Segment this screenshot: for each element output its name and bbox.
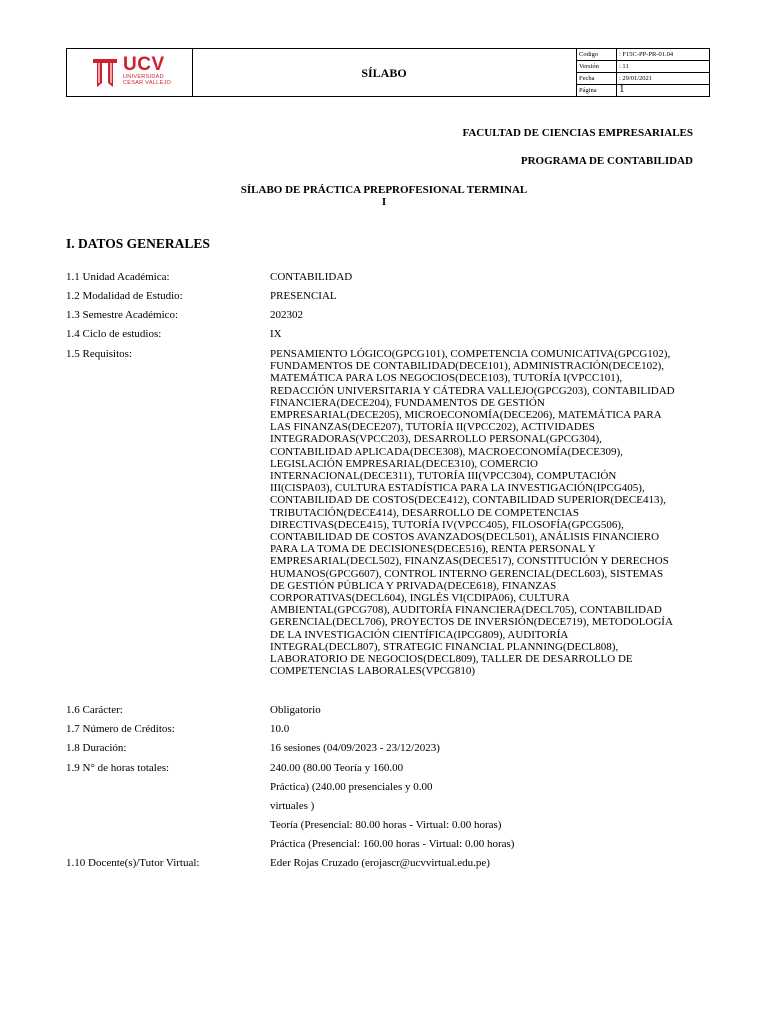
meta-value: : 29/01/2021 xyxy=(619,75,653,82)
requisitos-line: AMBIENTAL(GPCG708), AUDITORÍA FINANCIERA(DECL705), CONTABILIDAD xyxy=(270,604,662,617)
requisitos-line: CONTABILIDAD DE COSTOS AVANZADOS(DECL501), ANÁLISIS FINANCIERO xyxy=(270,531,660,544)
requisitos-line: REDACCIÓN UNIVERSITARIA Y CÁTEDRA VALLEJO(GPCG203), CONTABILIDAD xyxy=(270,384,675,397)
requisitos-line: CONTABILIDAD DE COSTOS(DECE412), CONTABILIDAD SUPERIOR(DECE413), xyxy=(270,494,666,507)
requisitos-line: GERENCIAL(DECL706), PROYECTOS DE INVERSIÓN(DECE719), METODOLOGÍA xyxy=(270,616,673,629)
syllabus-title-level: I xyxy=(381,196,387,208)
field-value: 202302 xyxy=(270,309,303,321)
logo-subtitle-2: CÉSAR VALLEJO xyxy=(123,80,172,86)
requisitos-line: HUMANOS(GPCG607), CONTROL INTERNO GERENCIAL(DECL603), SISTEMAS xyxy=(270,567,664,580)
meta-key: Codigo xyxy=(579,51,599,58)
field-value: IX xyxy=(270,328,282,340)
faculty-heading: FACULTAD DE CIENCIAS EMPRESARIALES xyxy=(462,127,693,139)
field-value: 10.0 xyxy=(270,723,290,735)
requisitos-line: FUNDAMENTOS DE CONTABILIDAD(DECE101), ADMINISTRACIÓN(DECE102), xyxy=(270,360,664,373)
requisitos-line: DE LA INVESTIGACIÓN CIENTÍFICA(IPCG809), AUDITORÍA xyxy=(270,628,569,641)
field-value: PRESENCIAL xyxy=(270,290,337,302)
hours-detail-line: Teoría (Presencial: 80.00 horas - Virtual: 0.00 horas) xyxy=(270,819,502,831)
field-label: 1.9 N° de horas totales: xyxy=(66,762,170,774)
requisitos-line: COMPETENCIAS LABORALES(VPCG810) xyxy=(270,665,476,678)
field-label: 1.7 Número de Créditos: xyxy=(66,723,175,735)
field-label: 1.8 Duración: xyxy=(66,742,127,754)
syllabus-title: SÍLABO DE PRÁCTICA PREPROFESIONAL TERMINAL xyxy=(240,184,528,196)
hours-detail-line: Práctica) (240.00 presenciales y 0.00 xyxy=(270,781,433,793)
requisitos-line: INTEGRADORAS(VPCC203), DESARROLLO PERSONAL(GPCG304), xyxy=(270,433,602,446)
hours-detail-line: virtuales ) xyxy=(270,800,315,812)
field-label: 1.1 Unidad Académica: xyxy=(66,271,170,283)
requisitos-line: FINANCIERA(DECE204), FUNDAMENTOS DE GESTIÓN xyxy=(270,396,545,409)
title-cell xyxy=(192,49,577,96)
logo xyxy=(123,55,171,86)
requisitos-line: TRIBUTACIÓN(DECE414), DESARROLLO DE COMPETENCIAS xyxy=(270,506,579,519)
requisitos-line: EMPRESARIAL(DECE205), MICROECONOMÍA(DECE206), MATEMÁTICA PARA xyxy=(270,409,662,422)
meta-row-page xyxy=(576,85,709,97)
logo-brand: UCV xyxy=(123,54,165,75)
program-heading: PROGRAMA DE CONTABILIDAD xyxy=(520,155,693,167)
ucv-shield-icon xyxy=(91,57,119,89)
meta-value: : 11 xyxy=(619,63,629,70)
requisitos-line: LAS FINANZAS(DECE207), TUTORÍA II(VPCC202), ACTIVIDADES xyxy=(270,421,595,434)
field-value: 16 sesiones (04/09/2023 - 23/12/2023) xyxy=(270,742,440,754)
requisitos-line: LEGISLACIÓN EMPRESARIAL(DECE310), COMERCIO xyxy=(270,457,538,470)
header-table xyxy=(66,48,710,97)
requisitos-line: INTEGRAL(DECL807), STRATEGIC FINANCIAL PLANNING(DECL808), xyxy=(270,640,619,653)
field-value: CONTABILIDAD xyxy=(270,271,353,283)
requisitos-line: PENSAMIENTO LÓGICO(GPCG101), COMPETENCIA COMUNICATIVA(GPCG102), xyxy=(270,348,671,360)
field-value: Eder Rojas Cruzado (erojascr@ucvvirtual.edu.pe) xyxy=(270,857,490,869)
requisitos-line: CORPORATIVAS(DECL604), INGLÉS VI(CDIPA06), CULTURA xyxy=(270,592,570,605)
field-value: Obligatorio xyxy=(270,704,321,716)
field-label: 1.6 Carácter: xyxy=(66,704,123,716)
document-title: SÍLABO xyxy=(361,66,407,80)
requisitos-line: III(CISPA03), CULTURA ESTADÍSTICA PARA LA INVESTIGACIÓN(IPCG405), xyxy=(270,482,645,495)
logo-cell xyxy=(67,49,193,96)
requisitos-list xyxy=(270,348,725,677)
field-label: 1.3 Semestre Académico: xyxy=(66,309,179,321)
requisitos-line: CONTABILIDAD APLICADA(DECE308), MACROECONOMÍA(DECE309), xyxy=(270,445,623,458)
meta-key: Fecha xyxy=(579,75,595,82)
logo-subtitle-1: UNIVERSIDAD xyxy=(123,74,164,80)
requisitos-line: DE GESTIÓN PÚBLICA Y PRIVADA(DECE618), FINANZAS xyxy=(270,579,557,592)
field-label: 1.5 Requisitos: xyxy=(66,348,133,360)
field-label: 1.2 Modalidad de Estudio: xyxy=(66,290,183,302)
requisitos-line: EMPRESARIAL(DECL502), FINANZAS(DECE517), CONSTITUCIÓN Y DERECHOS xyxy=(270,555,669,568)
requisitos-line: PARA LA TOMA DE DECISIONES(DECE516), RENTA PERSONAL Y xyxy=(270,543,596,556)
requisitos-line: MATEMÁTICA PARA LOS NEGOCIOS(DECE103), TUTORÍA I(VPCC101), xyxy=(270,372,623,385)
hours-detail-line: Práctica (Presencial: 160.00 horas - Virtual: 0.00 horas) xyxy=(270,838,515,850)
meta-cell xyxy=(576,49,709,96)
page-number: 1 xyxy=(619,83,625,95)
meta-key: Página xyxy=(579,87,597,94)
meta-value: : F15C-PP-PR-01.04 xyxy=(619,51,674,58)
requisitos-line: INTERNACIONAL(DECE311), TUTORÍA III(VPCC304), COMPUTACIÓN xyxy=(270,470,617,483)
field-label: 1.4 Ciclo de estudios: xyxy=(66,328,162,340)
requisitos-line: DIRECTIVAS(DECE415), TUTORÍA IV(VPCC405), FILOSOFÍA(GPCG506), xyxy=(270,518,624,531)
meta-key: Versión xyxy=(579,63,599,70)
requisitos-line: LABORATORIO DE NEGOCIOS(DECL809), TALLER DE DESARROLLO DE xyxy=(270,653,633,666)
section-title: I. DATOS GENERALES xyxy=(66,236,210,251)
field-label: 1.10 Docente(s)/Tutor Virtual: xyxy=(66,857,200,869)
field-value: 240.00 (80.00 Teoría y 160.00 xyxy=(270,762,404,774)
